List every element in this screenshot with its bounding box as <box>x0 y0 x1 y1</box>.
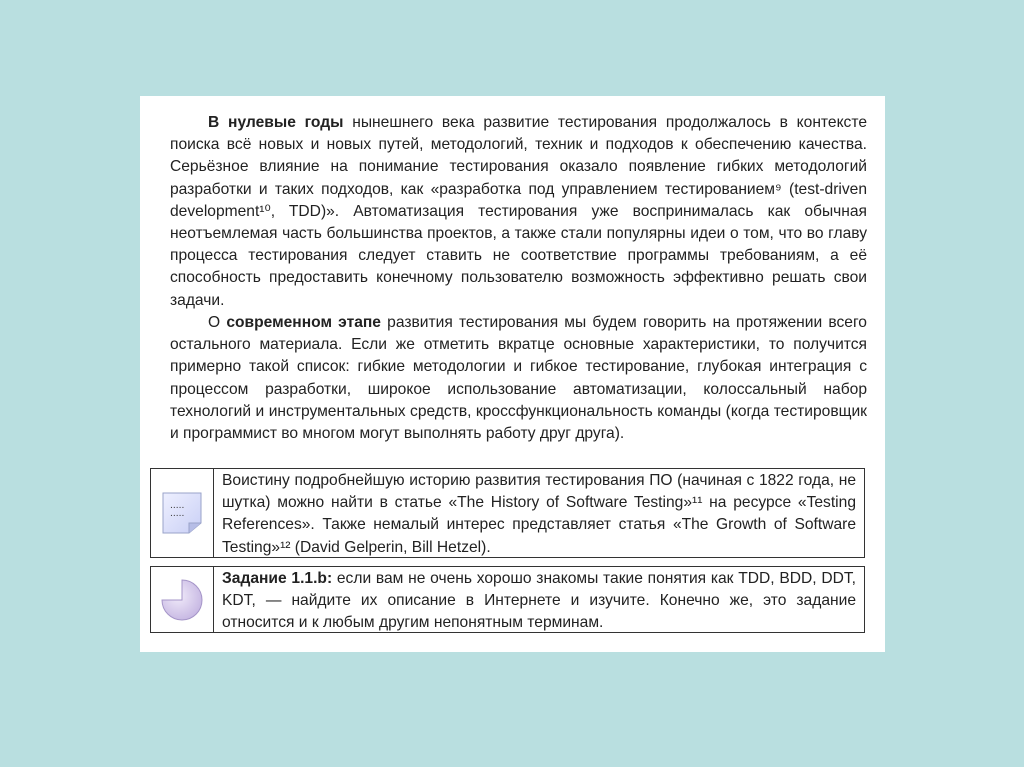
task-box <box>150 566 865 633</box>
document-page <box>140 96 885 652</box>
svg-text:.....: ..... <box>170 509 185 519</box>
paragraph-current-stage <box>170 312 867 445</box>
svg-text:.....: ..... <box>170 501 185 511</box>
paragraph-text: нынешнего века развитие тестирования продолжалось в контексте поиска всё новых и новых путей, методологий, техник и подходов к обеспечению качества. Серьёзное влияние на понимание тестирования оказало появление гибких методологий разработки и таких подходов, как «разработка под управлением тестированием⁹ (test-driven development¹⁰, TDD)». Автоматизация тестирования уже воспринималась как обычная неотъемлемая часть большинства проектов, а также стали популярны идеи о том, что во главу процесса тестирования следует ставить не соответствие программы требованиям, а её способность предоставить конечному пользователю возможность эффективно решать свои задачи. <box>170 114 867 309</box>
pie-icon <box>159 577 205 623</box>
task-body: если вам не очень хорошо знакомы такие понятия как TDD, BDD, DDT, KDT, — найдите их описание в Интернете и изучите. Конечно же, это задание относится и к любым другим непонятным терминам. <box>222 570 856 632</box>
pie-icon-cell <box>151 567 214 632</box>
task-text <box>214 567 864 632</box>
paragraph-2000s <box>170 112 867 312</box>
paragraph-text: развития тестирования мы будем говорить на протяжении всего остального материала. Если же отметить вкратце основные характеристики, то получится примерно такой список: гибкие методологии и гибкое тестирование, глубокая интеграция с процессом разработки, широкое использование автоматизации, колоссальный набор технологий и инструментальных средств, кроссфункциональность команды (когда тестировщик и программист во многом могут выполнять работу друг друга). <box>170 314 867 443</box>
note-icon <box>160 490 204 536</box>
task-label: Задание 1.1.b: <box>222 570 333 587</box>
paragraph-prefix: О <box>208 314 227 331</box>
note-icon-cell <box>151 469 214 557</box>
note-text: Воистину подробнейшую историю развития тестирования ПО (начиная с 1822 года, не шутка) можно найти в статье «The History of Software Testing»¹¹ на ресурсе «Testing References». Также немалый интерес представляет статья «The Growth of Software Testing»¹² (David Gelperin, Bill Hetzel). <box>222 472 856 556</box>
note-box <box>150 468 865 558</box>
paragraph-bold-lead: В нулевые годы <box>208 114 344 131</box>
paragraph-bold-lead: современном этапе <box>226 314 381 331</box>
